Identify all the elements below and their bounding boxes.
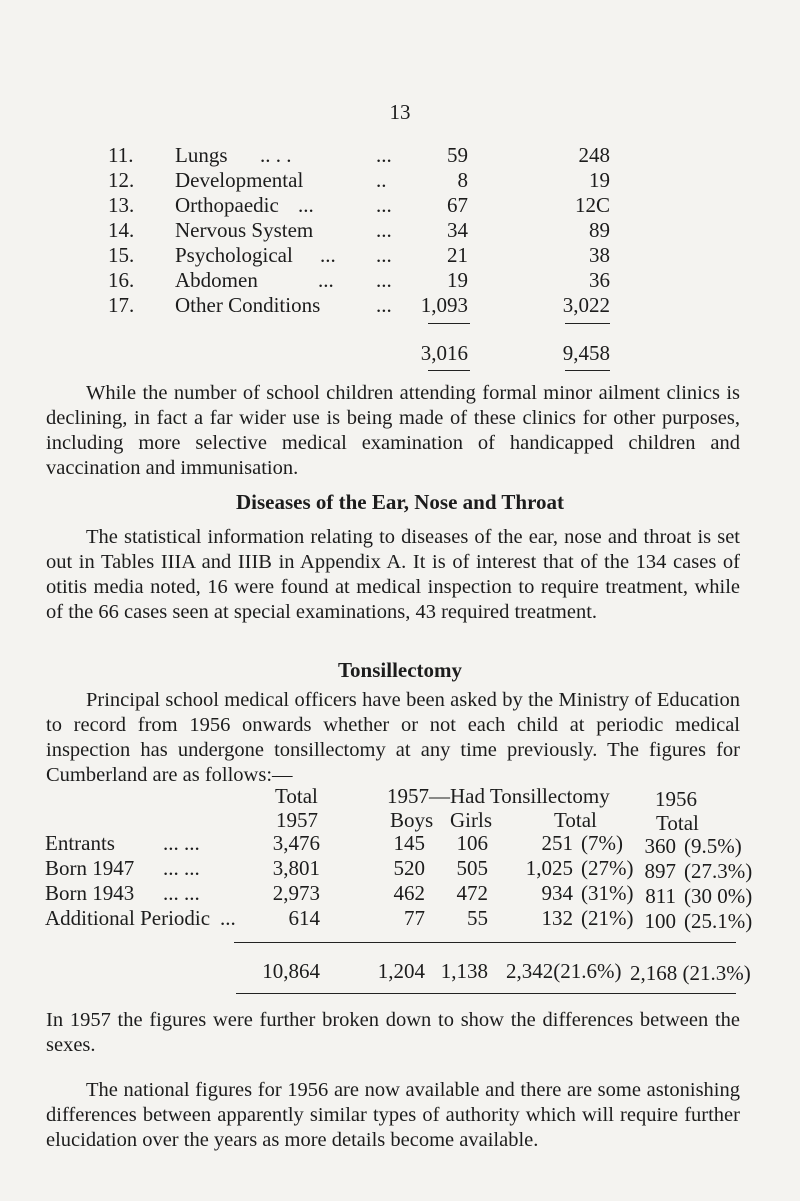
- leader-dots: ...: [376, 143, 392, 167]
- count-b: 36: [589, 268, 610, 292]
- leader-dots: ... ...: [163, 881, 200, 905]
- cell-girls: 505: [456, 856, 488, 880]
- cell-total: 3,476: [272, 831, 320, 855]
- count-b: 38: [589, 243, 610, 267]
- count-a: 34: [447, 218, 468, 242]
- count-b: 19: [589, 168, 610, 192]
- leader-dots: ...: [298, 193, 314, 217]
- cell-had-pct: (7%): [581, 831, 623, 855]
- heading-ear-nose-throat: Diseases of the Ear, Nose and Throat: [235, 490, 565, 514]
- paragraph-minor-ailment: While the number of school children attending formal minor ailment clinics is declining, in fact a far wider use is being made of these clinics for other purposes, including more selective medical examination of handicapped children and vaccination and immunisation.: [46, 382, 740, 479]
- total-a: 3,016: [420, 341, 468, 365]
- count-a: 59: [447, 143, 468, 167]
- col-header-boys: Boys: [390, 808, 434, 832]
- item-number: 15.: [108, 243, 135, 267]
- count-a: 21: [447, 243, 468, 267]
- table-total-rule: [234, 942, 736, 943]
- count-b: 89: [589, 218, 610, 242]
- cell-1956: 2,168 (21.3%): [630, 961, 751, 985]
- cell-boys: 462: [393, 881, 425, 905]
- table-bottom-rule: [236, 993, 736, 994]
- item-name: Other Conditions: [175, 293, 321, 317]
- col-header-girls: Girls: [450, 808, 492, 832]
- count-a: 8: [457, 168, 468, 192]
- item-name: Nervous System: [175, 218, 314, 242]
- item-number: 12.: [108, 168, 135, 192]
- count-a: 1,093: [420, 293, 468, 317]
- count-a: 19: [447, 268, 468, 292]
- item-number: 11.: [108, 143, 134, 167]
- col-header-group: 1957—Had Tonsillectomy: [387, 784, 610, 808]
- count-b: 3,022: [562, 293, 610, 317]
- cell-1956: 811: [645, 884, 676, 908]
- leader-dots: ...: [376, 218, 392, 242]
- row-label: Entrants: [45, 831, 115, 855]
- heading-tonsillectomy: Tonsillectomy: [337, 658, 463, 682]
- col-header-total: Total: [275, 784, 318, 808]
- count-b: 248: [578, 143, 610, 167]
- col-header-1956: 1956: [655, 787, 697, 811]
- item-number: 14.: [108, 218, 135, 242]
- cell-boys: 77: [404, 906, 425, 930]
- count-b: 12C: [574, 193, 610, 217]
- leader-dots: ... ...: [163, 856, 200, 880]
- cell-girls: 472: [456, 881, 488, 905]
- cell-1956-pct: (27.3%): [684, 859, 753, 883]
- leader-dots: ...: [376, 268, 392, 292]
- total-rule: [565, 370, 610, 371]
- cell-1956-pct: (30 0%): [684, 884, 753, 908]
- total-rule: [428, 370, 470, 371]
- col-header-total-year: 1957: [276, 808, 318, 832]
- cell-1956: 100: [644, 909, 676, 933]
- leader-dots: ...: [376, 293, 392, 317]
- page-number: 13: [389, 100, 411, 124]
- item-name: Lungs: [175, 143, 228, 167]
- leader-dots: ...: [376, 243, 392, 267]
- cell-boys: 1,204: [377, 959, 425, 983]
- leader-dots: ... ...: [163, 831, 200, 855]
- paragraph-sexes: In 1957 the figures were further broken down to show the differences between the sexes.: [46, 1009, 740, 1056]
- cell-total: 2,973: [272, 881, 320, 905]
- leader-dots: .. . .: [260, 143, 292, 167]
- cell-had: 1,025: [525, 856, 573, 880]
- item-number: 16.: [108, 268, 135, 292]
- cell-had-pct: (31%): [581, 881, 634, 905]
- row-label: Additional Periodic: [45, 906, 211, 930]
- cell-boys: 520: [393, 856, 425, 880]
- cell-total: 614: [288, 906, 320, 930]
- item-number: 17.: [108, 293, 135, 317]
- leader-dots: ...: [220, 906, 236, 930]
- leader-dots: ...: [320, 243, 336, 267]
- cell-total: 10,864: [262, 959, 320, 983]
- item-name: Psychological: [175, 243, 293, 267]
- cell-boys: 145: [393, 831, 425, 855]
- item-number: 13.: [108, 193, 135, 217]
- cell-had-pct: (21%): [581, 906, 634, 930]
- paragraph-ent: The statistical information relating to diseases of the ear, nose and throat is set out in Tables IIIA and IIIB in Appendix A. It is of interest that of the 134 cases of otitis media noted, 16 were found at medical inspection to require treatment, while of the 66 cases seen at special examinations, 43 required treatment.: [46, 526, 740, 623]
- cell-1956-pct: (25.1%): [684, 909, 753, 933]
- cell-girls: 1,138: [440, 959, 488, 983]
- leader-dots: ..: [376, 168, 387, 192]
- cell-had-pct: (27%): [581, 856, 634, 880]
- cell-had: 934: [541, 881, 573, 905]
- sum-rule: [428, 323, 470, 324]
- paragraph-tonsillectomy: Principal school medical officers have been asked by the Ministry of Education to record from 1956 onwards whether or not each child at periodic medical inspection has undergone tonsillectomy at any time previously. The figures for Cumberland are as follows:—: [46, 689, 740, 786]
- cell-had: 251: [541, 831, 573, 855]
- cell-1956-pct: (9.5%): [684, 834, 742, 858]
- cell-had: 2,342(21.6%): [506, 959, 622, 983]
- leader-dots: ...: [376, 193, 392, 217]
- leader-dots: ...: [318, 268, 334, 292]
- cell-girls: 106: [456, 831, 488, 855]
- cell-had: 132: [541, 906, 573, 930]
- row-label: Born 1943: [45, 881, 135, 905]
- item-name: Developmental: [175, 168, 304, 192]
- count-a: 67: [447, 193, 468, 217]
- item-name: Orthopaedic: [175, 193, 279, 217]
- paragraph-national: The national figures for 1956 are now available and there are some astonishing differences between apparently similar types of authority which will require further elucidation over the years as more details become available.: [46, 1079, 740, 1151]
- item-name: Abdomen: [175, 268, 258, 292]
- cell-1956: 897: [644, 859, 676, 883]
- sum-rule: [565, 323, 610, 324]
- col-header-had-total: Total: [554, 808, 597, 832]
- total-b: 9,458: [562, 341, 610, 365]
- col-header-1956-total: Total: [656, 811, 699, 835]
- row-label: Born 1947: [45, 856, 135, 880]
- cell-girls: 55: [467, 906, 488, 930]
- cell-total: 3,801: [272, 856, 320, 880]
- cell-1956: 360: [644, 834, 676, 858]
